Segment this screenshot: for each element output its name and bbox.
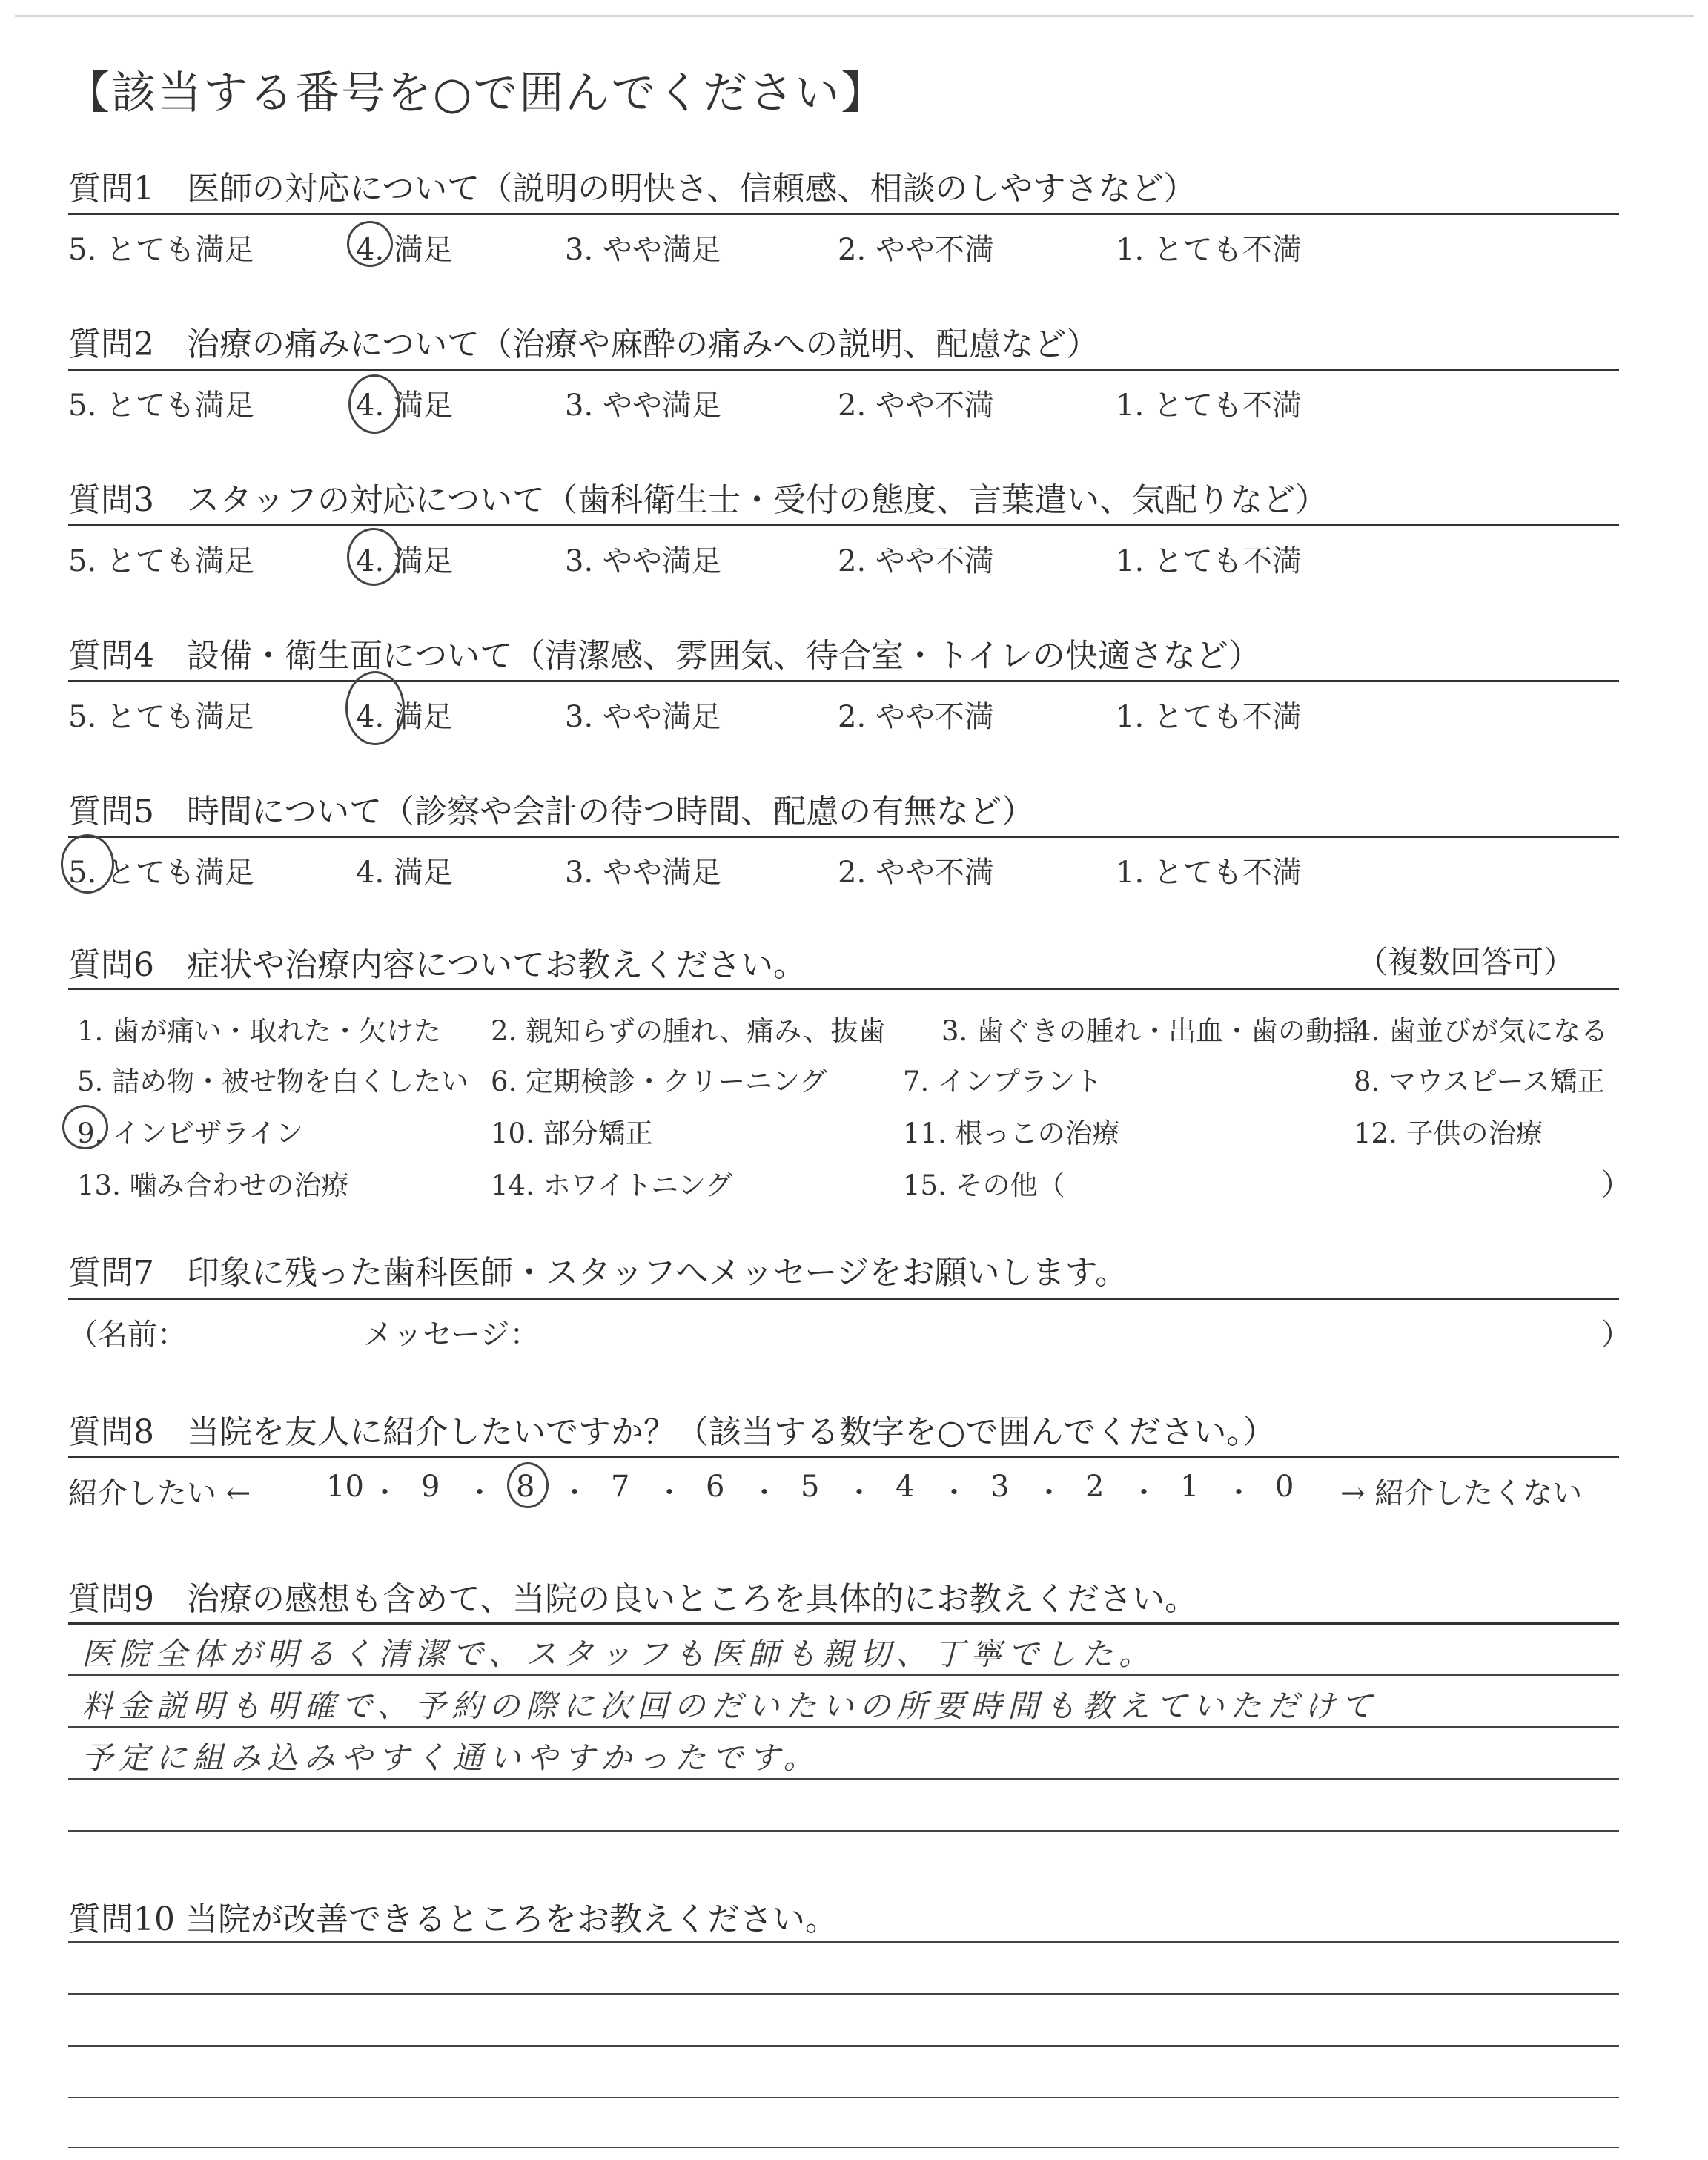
q1-option-4[interactable]: 4. 満足 (356, 233, 453, 267)
q8-scale-value-5[interactable]: 5 (801, 1470, 820, 1504)
q1-selection-circle (347, 221, 393, 267)
q6-item-8[interactable]: 8. マウスピース矯正 (1354, 1066, 1605, 1097)
q4-option-5[interactable]: 5. とても満足 (68, 700, 254, 734)
question-6-note: （複数回答可） (1357, 944, 1575, 980)
q6-item-14[interactable]: 14. ホワイトニング (491, 1169, 733, 1201)
page-heading: 【該当する番号を○で囲んでください】 (65, 67, 887, 119)
question-10-title: 質問10 当院が改善できるところをお教えください。 (68, 1900, 838, 1938)
q5-option-1[interactable]: 1. とても不満 (1116, 856, 1302, 890)
q9-answer-line-1: 医院全体が明るく清潔で、スタッフも医師も親切、丁寧でした。 (82, 1636, 1156, 1672)
q8-scale-separator: ・ (655, 1476, 684, 1509)
q9-line-3 (68, 1778, 1619, 1780)
q8-scale-separator: ・ (1035, 1476, 1064, 1509)
question-8-rule (68, 1456, 1619, 1458)
q8-scale-separator: ・ (750, 1476, 779, 1509)
q6-item-5[interactable]: 5. 詰め物・被せ物を白くしたい (77, 1066, 469, 1097)
q1-option-2[interactable]: 2. やや不満 (838, 233, 994, 267)
question-4-title: 質問4 設備・衛生面について（清潔感、雰囲気、待合室・トイレの快適さなど） (68, 637, 1261, 675)
q2-option-4[interactable]: 4. 満足 (356, 389, 453, 423)
q8-scale-value-4[interactable]: 4 (896, 1470, 915, 1504)
q7-message-label[interactable]: メッセージ： (363, 1318, 540, 1352)
q8-scale-value-0[interactable]: 0 (1275, 1470, 1294, 1504)
q8-scale-separator: ・ (1225, 1476, 1254, 1509)
question-3-title: 質問3 スタッフの対応について（歯科衛生士・受付の態度、言葉遣い、気配りなど） (68, 481, 1328, 519)
q6-item-12[interactable]: 12. 子供の治療 (1354, 1117, 1543, 1149)
question-9-title: 質問9 治療の感想も含めて、当院の良いところを具体的にお教えください。 (68, 1580, 1198, 1618)
q4-selection-circle (345, 671, 405, 745)
q5-option-4[interactable]: 4. 満足 (356, 856, 453, 890)
q8-scale-value-10[interactable]: 10 (326, 1470, 364, 1504)
q8-scale-separator: ・ (560, 1476, 589, 1509)
question-1-rule (68, 213, 1619, 215)
q7-name-label[interactable]: （名前： (68, 1318, 187, 1352)
q6-item-11[interactable]: 11. 根っこの治療 (903, 1117, 1120, 1149)
q6-selection-circle (62, 1105, 108, 1149)
q8-scale-value-7[interactable]: 7 (611, 1470, 630, 1504)
q6-item-15[interactable]: 15. その他（ (903, 1169, 1065, 1201)
q3-option-2[interactable]: 2. やや不満 (838, 544, 994, 578)
q5-selection-circle (61, 834, 114, 894)
q2-option-2[interactable]: 2. やや不満 (838, 389, 994, 423)
q6-item-13[interactable]: 13. 噛み合わせの治療 (77, 1169, 349, 1201)
q6-item-1[interactable]: 1. 歯が痛い・取れた・欠けた (77, 1015, 442, 1047)
q9-answer-line-2: 料金説明も明確で、予約の際に次回のだいたいの所要時間も教えていただけて (82, 1688, 1379, 1724)
q6-item-10[interactable]: 10. 部分矯正 (491, 1117, 653, 1149)
q8-scale-separator: ・ (466, 1476, 494, 1509)
q6-other-close-paren: ） (1601, 1168, 1631, 1202)
question-4-rule (68, 680, 1619, 682)
q8-scale-value-9[interactable]: 9 (421, 1470, 440, 1504)
q10-line-1 (68, 1941, 1619, 1943)
q6-item-4[interactable]: 4. 歯並びが気になる (1354, 1015, 1609, 1047)
q7-close-paren: ） (1601, 1318, 1631, 1352)
q9-line-4 (68, 1830, 1619, 1832)
question-7-title: 質問7 印象に残った歯科医師・スタッフへメッセージをお願いします。 (68, 1254, 1128, 1292)
question-2-title: 質問2 治療の痛みについて（治療や麻酔の痛みへの説明、配慮など） (68, 326, 1099, 363)
question-6-title: 質問6 症状や治療内容についてお教えください。 (68, 946, 807, 984)
q8-left-label: 紹介したい ← (68, 1476, 251, 1510)
q2-option-1[interactable]: 1. とても不満 (1116, 389, 1302, 423)
q4-option-4[interactable]: 4. 満足 (356, 700, 453, 734)
question-7-rule (68, 1298, 1619, 1300)
q4-option-1[interactable]: 1. とても不満 (1116, 700, 1302, 734)
q8-scale-value-6[interactable]: 6 (706, 1470, 725, 1504)
q10-line-3 (68, 2045, 1619, 2047)
q8-scale-value-2[interactable]: 2 (1085, 1470, 1105, 1504)
q8-scale-separator: ・ (1130, 1476, 1159, 1509)
q6-item-7[interactable]: 7. インプラント (903, 1066, 1103, 1097)
question-2-rule (68, 369, 1619, 371)
q3-selection-circle (347, 528, 400, 586)
q2-option-5[interactable]: 5. とても満足 (68, 389, 254, 423)
q3-option-3[interactable]: 3. やや満足 (565, 544, 721, 578)
question-6-rule (68, 988, 1619, 990)
q8-scale-value-1[interactable]: 1 (1180, 1470, 1199, 1504)
question-1-title: 質問1 医師の対応について（説明の明快さ、信頼感、相談のしやすさなど） (68, 170, 1196, 208)
q8-selection-circle (507, 1462, 549, 1508)
q1-option-3[interactable]: 3. やや満足 (565, 233, 721, 267)
question-9-rule (68, 1622, 1619, 1625)
q6-item-2[interactable]: 2. 親知らずの腫れ、痛み、抜歯 (491, 1015, 886, 1047)
q8-scale-value-3[interactable]: 3 (990, 1470, 1010, 1504)
q8-right-label: → 紹介したくない (1340, 1476, 1583, 1510)
q5-option-2[interactable]: 2. やや不満 (838, 856, 994, 890)
q6-item-9[interactable]: 9. インビザライン (77, 1117, 303, 1149)
q4-option-3[interactable]: 3. やや満足 (565, 700, 721, 734)
q3-option-1[interactable]: 1. とても不満 (1116, 544, 1302, 578)
q2-selection-circle (348, 374, 400, 434)
q5-option-3[interactable]: 3. やや満足 (565, 856, 721, 890)
q1-option-1[interactable]: 1. とても不満 (1116, 233, 1302, 267)
question-5-rule (68, 836, 1619, 838)
question-8-title: 質問8 当院を友人に紹介したいですか？（該当する数字を○で囲んでください。） (68, 1413, 1276, 1451)
q8-scale-separator: ・ (371, 1476, 400, 1509)
q2-option-3[interactable]: 3. やや満足 (565, 389, 721, 423)
q6-item-6[interactable]: 6. 定期検診・クリーニング (491, 1066, 827, 1097)
q9-line-2 (68, 1726, 1619, 1728)
question-5-title: 質問5 時間について（診察や会計の待つ時間、配慮の有無など） (68, 793, 1035, 830)
q10-line-5 (68, 2147, 1619, 2148)
q8-scale-separator: ・ (845, 1476, 874, 1509)
top-border (15, 15, 1694, 17)
q3-option-4[interactable]: 4. 満足 (356, 544, 453, 578)
q9-line-1 (68, 1674, 1619, 1676)
q8-scale-separator: ・ (940, 1476, 969, 1509)
q3-option-5[interactable]: 5. とても満足 (68, 544, 254, 578)
question-3-rule (68, 524, 1619, 526)
q4-option-2[interactable]: 2. やや不満 (838, 700, 994, 734)
q9-answer-line-3: 予定に組み込みやすく通いやすかったです。 (82, 1740, 821, 1776)
q1-option-5[interactable]: 5. とても満足 (68, 233, 254, 267)
q10-line-2 (68, 1993, 1619, 1995)
q8-scale-value-8[interactable]: 8 (516, 1470, 535, 1504)
q5-option-5[interactable]: 5. とても満足 (68, 856, 254, 890)
q10-line-4 (68, 2097, 1619, 2098)
q6-item-3[interactable]: 3. 歯ぐきの腫れ・出血・歯の動揺 (941, 1015, 1361, 1047)
